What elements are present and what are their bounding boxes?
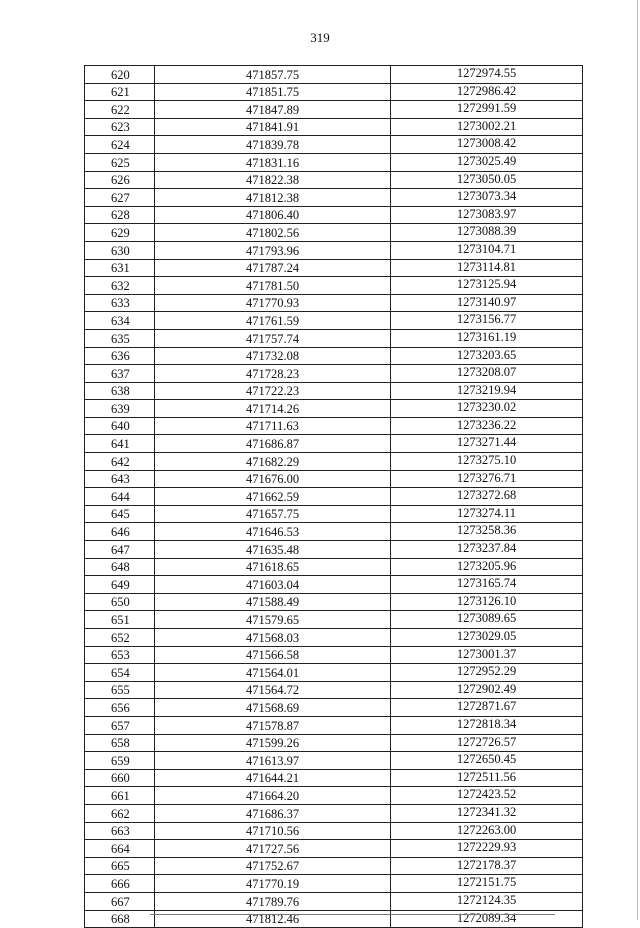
x-coordinate-cell: 471789.76: [155, 892, 391, 910]
x-coordinate-cell: 471831.16: [155, 153, 391, 171]
point-number-cell: 647: [85, 541, 155, 559]
x-coordinate-cell: 471646.53: [155, 523, 391, 541]
point-number-cell: 622: [85, 101, 155, 119]
table-row: [85, 611, 583, 629]
table-row: [85, 716, 583, 734]
table-row: [85, 892, 583, 910]
y-coordinate-cell: 1272871.67: [391, 699, 583, 717]
point-number-cell: 652: [85, 629, 155, 647]
x-coordinate-cell: 471757.74: [155, 329, 391, 347]
x-coordinate-cell: 471812.38: [155, 189, 391, 207]
y-coordinate-cell: 1273050.05: [391, 171, 583, 189]
table-row: [85, 453, 583, 471]
table-row: [85, 699, 583, 717]
y-coordinate-cell: 1272423.52: [391, 787, 583, 805]
table-row: [85, 646, 583, 664]
x-coordinate-cell: 471732.08: [155, 347, 391, 365]
table-row: [85, 329, 583, 347]
x-coordinate-cell: 471686.37: [155, 804, 391, 822]
point-number-cell: 640: [85, 417, 155, 435]
y-coordinate-cell: 1273237.84: [391, 541, 583, 559]
y-coordinate-cell: 1273258.36: [391, 523, 583, 541]
point-number-cell: 657: [85, 716, 155, 734]
y-coordinate-cell: 1272341.32: [391, 804, 583, 822]
point-number-cell: 661: [85, 787, 155, 805]
y-coordinate-cell: 1272178.37: [391, 857, 583, 875]
point-number-cell: 624: [85, 136, 155, 154]
y-coordinate-cell: 1272991.59: [391, 101, 583, 119]
table-row: [85, 347, 583, 365]
point-number-cell: 628: [85, 206, 155, 224]
point-number-cell: 629: [85, 224, 155, 242]
point-number-cell: 660: [85, 769, 155, 787]
x-coordinate-cell: 471806.40: [155, 206, 391, 224]
point-number-cell: 621: [85, 83, 155, 101]
table-row: [85, 752, 583, 770]
y-coordinate-cell: 1272986.42: [391, 83, 583, 101]
point-number-cell: 633: [85, 294, 155, 312]
x-coordinate-cell: 471728.23: [155, 365, 391, 383]
y-coordinate-cell: 1273230.02: [391, 400, 583, 418]
x-coordinate-cell: 471841.91: [155, 118, 391, 136]
table-row: [85, 435, 583, 453]
point-number-cell: 643: [85, 470, 155, 488]
coordinate-table: [84, 65, 583, 928]
x-coordinate-cell: 471564.72: [155, 681, 391, 699]
table-row: [85, 804, 583, 822]
x-coordinate-cell: 471578.87: [155, 716, 391, 734]
y-coordinate-cell: 1273104.71: [391, 241, 583, 259]
table-row: [85, 470, 583, 488]
y-coordinate-cell: 1273073.34: [391, 189, 583, 207]
y-coordinate-cell: 1273089.65: [391, 611, 583, 629]
table-row: [85, 523, 583, 541]
table-row: [85, 224, 583, 242]
y-coordinate-cell: 1273203.65: [391, 347, 583, 365]
table-row: [85, 171, 583, 189]
table-row: [85, 312, 583, 330]
x-coordinate-cell: 471676.00: [155, 470, 391, 488]
point-number-cell: 644: [85, 488, 155, 506]
table-row: [85, 382, 583, 400]
point-number-cell: 663: [85, 822, 155, 840]
scan-edge: [637, 0, 638, 920]
table-row: [85, 400, 583, 418]
point-number-cell: 620: [85, 66, 155, 84]
table-row: [85, 593, 583, 611]
y-coordinate-cell: 1273165.74: [391, 576, 583, 594]
x-coordinate-cell: 471847.89: [155, 101, 391, 119]
table-row: [85, 294, 583, 312]
x-coordinate-cell: 471579.65: [155, 611, 391, 629]
point-number-cell: 626: [85, 171, 155, 189]
x-coordinate-cell: 471727.56: [155, 840, 391, 858]
x-coordinate-cell: 471793.96: [155, 241, 391, 259]
x-coordinate-cell: 471644.21: [155, 769, 391, 787]
point-number-cell: 638: [85, 382, 155, 400]
point-number-cell: 656: [85, 699, 155, 717]
y-coordinate-cell: 1273114.81: [391, 259, 583, 277]
table-row: [85, 734, 583, 752]
y-coordinate-cell: 1273276.71: [391, 470, 583, 488]
point-number-cell: 646: [85, 523, 155, 541]
point-number-cell: 623: [85, 118, 155, 136]
x-coordinate-cell: 471710.56: [155, 822, 391, 840]
point-number-cell: 658: [85, 734, 155, 752]
table-row: [85, 206, 583, 224]
table-row: [85, 664, 583, 682]
table-row: [85, 118, 583, 136]
y-coordinate-cell: 1272229.93: [391, 840, 583, 858]
x-coordinate-cell: 471613.97: [155, 752, 391, 770]
x-coordinate-cell: 471568.03: [155, 629, 391, 647]
y-coordinate-cell: 1272511.56: [391, 769, 583, 787]
y-coordinate-cell: 1273126.10: [391, 593, 583, 611]
y-coordinate-cell: 1272974.55: [391, 66, 583, 84]
point-number-cell: 667: [85, 892, 155, 910]
point-number-cell: 634: [85, 312, 155, 330]
y-coordinate-cell: 1273002.21: [391, 118, 583, 136]
y-coordinate-cell: 1273001.37: [391, 646, 583, 664]
table-row: [85, 822, 583, 840]
point-number-cell: 659: [85, 752, 155, 770]
y-coordinate-cell: 1273140.97: [391, 294, 583, 312]
point-number-cell: 632: [85, 277, 155, 295]
table-row: [85, 769, 583, 787]
point-number-cell: 625: [85, 153, 155, 171]
x-coordinate-cell: 471657.75: [155, 505, 391, 523]
point-number-cell: 627: [85, 189, 155, 207]
table-row: [85, 189, 583, 207]
point-number-cell: 651: [85, 611, 155, 629]
point-number-cell: 654: [85, 664, 155, 682]
table-row: [85, 840, 583, 858]
point-number-cell: 653: [85, 646, 155, 664]
x-coordinate-cell: 471812.46: [155, 910, 391, 928]
y-coordinate-cell: 1272089.34: [391, 910, 583, 928]
y-coordinate-cell: 1273205.96: [391, 558, 583, 576]
x-coordinate-cell: 471662.59: [155, 488, 391, 506]
point-number-cell: 637: [85, 365, 155, 383]
point-number-cell: 666: [85, 875, 155, 893]
x-coordinate-cell: 471682.29: [155, 453, 391, 471]
y-coordinate-cell: 1273125.94: [391, 277, 583, 295]
y-coordinate-cell: 1272650.45: [391, 752, 583, 770]
y-coordinate-cell: 1272151.75: [391, 875, 583, 893]
point-number-cell: 631: [85, 259, 155, 277]
x-coordinate-cell: 471722.23: [155, 382, 391, 400]
y-coordinate-cell: 1272902.49: [391, 681, 583, 699]
point-number-cell: 635: [85, 329, 155, 347]
table-row: [85, 488, 583, 506]
x-coordinate-cell: 471599.26: [155, 734, 391, 752]
y-coordinate-cell: 1273208.07: [391, 365, 583, 383]
table-row: [85, 857, 583, 875]
table-row: [85, 66, 583, 84]
point-number-cell: 639: [85, 400, 155, 418]
table-row: [85, 505, 583, 523]
table-row: [85, 558, 583, 576]
table-row: [85, 101, 583, 119]
point-number-cell: 664: [85, 840, 155, 858]
point-number-cell: 665: [85, 857, 155, 875]
y-coordinate-cell: 1273156.77: [391, 312, 583, 330]
point-number-cell: 642: [85, 453, 155, 471]
y-coordinate-cell: 1273025.49: [391, 153, 583, 171]
x-coordinate-cell: 471752.67: [155, 857, 391, 875]
point-number-cell: 636: [85, 347, 155, 365]
y-coordinate-cell: 1273008.42: [391, 136, 583, 154]
x-coordinate-cell: 471770.93: [155, 294, 391, 312]
point-number-cell: 655: [85, 681, 155, 699]
point-number-cell: 645: [85, 505, 155, 523]
x-coordinate-cell: 471770.19: [155, 875, 391, 893]
y-coordinate-cell: 1272726.57: [391, 734, 583, 752]
table-row: [85, 259, 583, 277]
y-coordinate-cell: 1273083.97: [391, 206, 583, 224]
table-row: [85, 153, 583, 171]
x-coordinate-cell: 471564.01: [155, 664, 391, 682]
x-coordinate-cell: 471568.69: [155, 699, 391, 717]
point-number-cell: 649: [85, 576, 155, 594]
bottom-rule: [150, 914, 555, 915]
x-coordinate-cell: 471635.48: [155, 541, 391, 559]
y-coordinate-cell: 1273219.94: [391, 382, 583, 400]
y-coordinate-cell: 1273275.10: [391, 453, 583, 471]
y-coordinate-cell: 1273271.44: [391, 435, 583, 453]
x-coordinate-cell: 471603.04: [155, 576, 391, 594]
y-coordinate-cell: 1273274.11: [391, 505, 583, 523]
y-coordinate-cell: 1272124.35: [391, 892, 583, 910]
x-coordinate-cell: 471618.65: [155, 558, 391, 576]
x-coordinate-cell: 471566.58: [155, 646, 391, 664]
x-coordinate-cell: 471822.38: [155, 171, 391, 189]
y-coordinate-cell: 1272818.34: [391, 716, 583, 734]
x-coordinate-cell: 471588.49: [155, 593, 391, 611]
table-row: [85, 629, 583, 647]
coordinate-table-body: [85, 66, 583, 928]
table-row: [85, 576, 583, 594]
y-coordinate-cell: 1273161.19: [391, 329, 583, 347]
table-row: [85, 875, 583, 893]
table-row: [85, 83, 583, 101]
table-row: [85, 241, 583, 259]
y-coordinate-cell: 1273088.39: [391, 224, 583, 242]
x-coordinate-cell: 471714.26: [155, 400, 391, 418]
x-coordinate-cell: 471711.63: [155, 417, 391, 435]
point-number-cell: 668: [85, 910, 155, 928]
point-number-cell: 662: [85, 804, 155, 822]
table-row: [85, 136, 583, 154]
x-coordinate-cell: 471839.78: [155, 136, 391, 154]
table-row: [85, 787, 583, 805]
x-coordinate-cell: 471802.56: [155, 224, 391, 242]
x-coordinate-cell: 471781.50: [155, 277, 391, 295]
page-number: 319: [310, 30, 330, 45]
table-row: [85, 681, 583, 699]
y-coordinate-cell: 1273236.22: [391, 417, 583, 435]
point-number-cell: 630: [85, 241, 155, 259]
x-coordinate-cell: 471686.87: [155, 435, 391, 453]
x-coordinate-cell: 471851.75: [155, 83, 391, 101]
x-coordinate-cell: 471857.75: [155, 66, 391, 84]
y-coordinate-cell: 1273029.05: [391, 629, 583, 647]
point-number-cell: 641: [85, 435, 155, 453]
table-row: [85, 365, 583, 383]
x-coordinate-cell: 471664.20: [155, 787, 391, 805]
y-coordinate-cell: 1272952.29: [391, 664, 583, 682]
point-number-cell: 648: [85, 558, 155, 576]
x-coordinate-cell: 471761.59: [155, 312, 391, 330]
y-coordinate-cell: 1272263.00: [391, 822, 583, 840]
point-number-cell: 650: [85, 593, 155, 611]
table-row: [85, 417, 583, 435]
y-coordinate-cell: 1273272.68: [391, 488, 583, 506]
table-row: [85, 541, 583, 559]
table-row: [85, 910, 583, 928]
x-coordinate-cell: 471787.24: [155, 259, 391, 277]
table-row: [85, 277, 583, 295]
